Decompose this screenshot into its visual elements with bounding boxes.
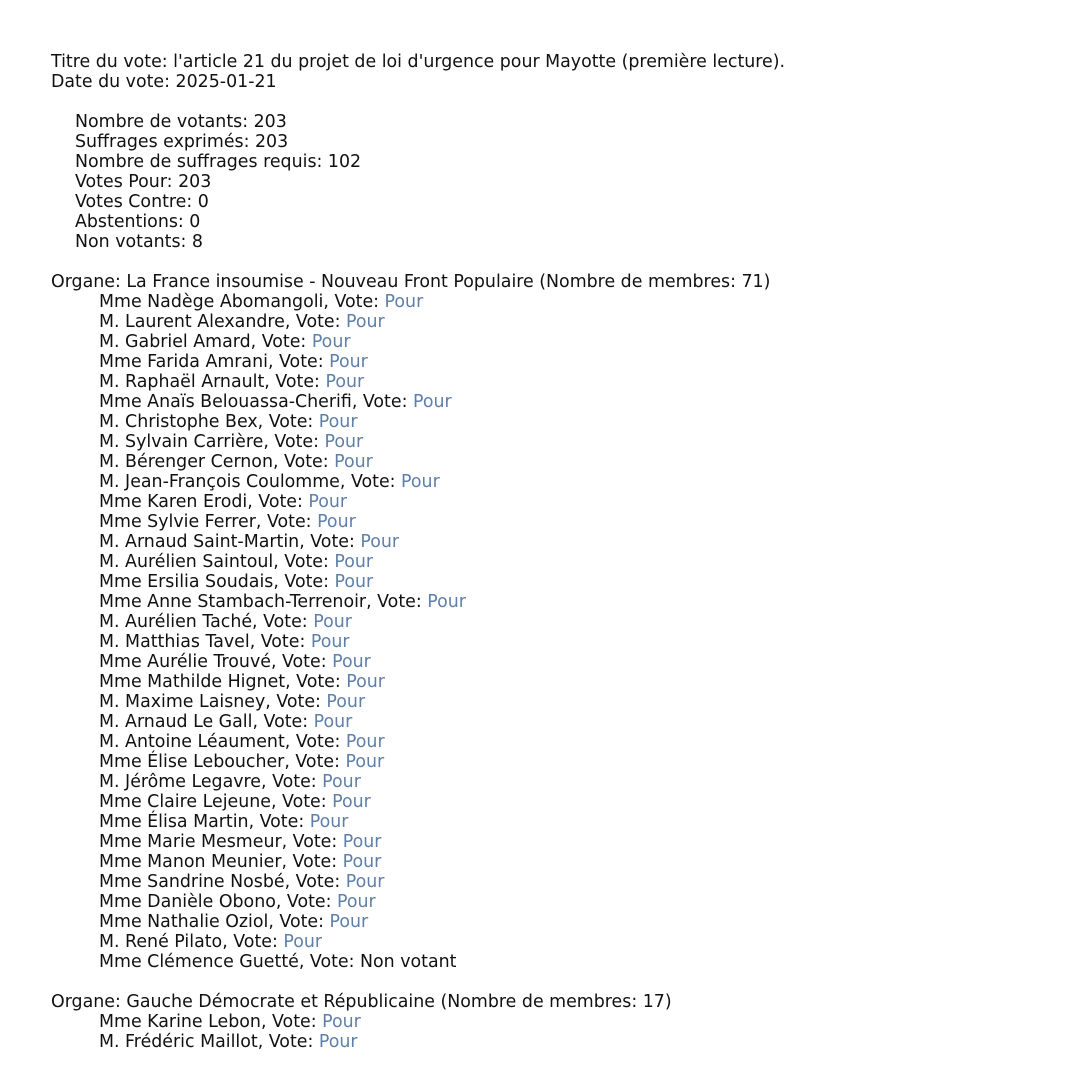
member-row	[51, 632, 1080, 652]
vote-separator: , Vote:	[263, 432, 325, 452]
member-vote: Pour	[311, 332, 351, 352]
vote-separator: , Vote:	[284, 312, 347, 332]
member-name: M. Christophe Bex	[99, 412, 258, 432]
member-vote: Pour	[342, 852, 382, 872]
member-row	[51, 472, 1080, 492]
member-row	[51, 792, 1080, 812]
member-name: M. Arnaud Saint-Martin	[99, 532, 300, 552]
member-row	[51, 552, 1080, 572]
vote-separator: , Vote:	[267, 352, 330, 372]
summary-line	[51, 112, 1080, 132]
member-vote: Non votant	[360, 952, 457, 972]
member-name: Mme Sandrine Nosbé	[99, 872, 285, 892]
member-name: Mme Nadège Abomangoli	[99, 292, 324, 312]
member-name: Mme Claire Lejeune	[99, 792, 271, 812]
summary-label: Votes Contre:	[75, 192, 198, 212]
member-name: Mme Anaïs Belouassa-Cherifi	[99, 392, 352, 412]
member-row	[51, 292, 1080, 312]
member-name: Mme Sylvie Ferrer	[99, 512, 256, 532]
member-row	[51, 812, 1080, 832]
vote-separator: , Vote:	[272, 452, 335, 472]
vote-title-label: Titre du vote:	[51, 52, 174, 72]
vote-separator: , Vote:	[250, 332, 312, 352]
summary-label: Votes Pour:	[75, 172, 179, 192]
summary-label: Non votants:	[75, 232, 192, 252]
member-vote: Pour	[427, 592, 466, 612]
summary-value: 102	[327, 152, 362, 172]
member-vote: Pour	[401, 472, 440, 492]
member-row	[51, 912, 1080, 932]
member-name: Mme Karine Lebon	[99, 1012, 261, 1032]
member-vote: Pour	[334, 572, 374, 592]
member-name: Mme Aurélie Trouvé	[99, 652, 271, 672]
spacer	[51, 972, 1080, 992]
summary-value: 203	[253, 112, 287, 132]
vote-separator: , Vote:	[275, 892, 338, 912]
vote-separator: , Vote:	[247, 492, 309, 512]
vote-separator: , Vote:	[249, 632, 311, 652]
summary-value: 203	[254, 132, 289, 152]
member-name: M. Raphaël Arnault	[99, 372, 265, 392]
member-row	[51, 932, 1080, 952]
vote-separator: , Vote:	[252, 612, 314, 632]
member-row	[51, 672, 1080, 692]
organe-heading: Organe: Gauche Démocrate et Républicaine (Nombre de membres: 17)	[51, 992, 672, 1012]
member-vote: Pour	[334, 452, 373, 472]
summary-value: 203	[178, 172, 212, 192]
vote-separator: , Vote:	[273, 552, 335, 572]
member-vote: Pour	[326, 692, 366, 712]
vote-separator: , Vote:	[260, 1012, 323, 1032]
vote-separator: , Vote:	[255, 512, 318, 532]
member-name: M. Arnaud Le Gall	[99, 712, 253, 732]
member-vote: Pour	[322, 1012, 361, 1032]
vote-separator: , Vote:	[252, 712, 314, 732]
member-name: Mme Anne Stambach-Terrenoir	[99, 592, 367, 612]
vote-separator: , Vote:	[264, 372, 326, 392]
member-row	[51, 532, 1080, 552]
member-name: M. Jérôme Legavre	[99, 772, 262, 792]
vote-separator: , Vote:	[271, 792, 333, 812]
member-vote: Pour	[318, 1032, 358, 1052]
member-name: Mme Élisa Martin	[99, 812, 249, 832]
vote-date-label: Date du vote:	[51, 72, 176, 92]
member-vote: Pour	[329, 352, 368, 372]
vote-title-line	[51, 52, 1080, 72]
member-row	[51, 772, 1080, 792]
member-name: M. Gabriel Amard	[99, 332, 251, 352]
member-row	[51, 732, 1080, 752]
member-row	[51, 892, 1080, 912]
vote-separator: , Vote:	[257, 1032, 319, 1052]
member-vote: Pour	[345, 872, 385, 892]
member-name: M. Jean-François Coulomme	[99, 472, 340, 492]
summary-label: Suffrages exprimés:	[75, 132, 255, 152]
member-name: Mme Élise Leboucher	[99, 752, 285, 772]
vote-separator: , Vote:	[265, 692, 327, 712]
member-row	[51, 692, 1080, 712]
member-row	[51, 512, 1080, 532]
member-vote: Pour	[345, 732, 385, 752]
member-row	[51, 952, 1080, 972]
spacer	[51, 92, 1080, 112]
vote-separator: , Vote:	[299, 532, 361, 552]
member-row	[51, 612, 1080, 632]
member-vote: Pour	[313, 612, 352, 632]
member-row	[51, 352, 1080, 372]
vote-date-line	[51, 72, 1080, 92]
member-row	[51, 1012, 1080, 1032]
vote-separator: , Vote:	[257, 412, 319, 432]
summary-line	[51, 192, 1080, 212]
member-vote: Pour	[360, 532, 400, 552]
member-name: M. Matthias Tavel	[99, 632, 250, 652]
vote-separator: , Vote:	[273, 572, 335, 592]
summary-value: 0	[197, 192, 209, 212]
vote-separator: , Vote:	[339, 472, 402, 492]
member-name: M. Frédéric Maillot	[99, 1032, 258, 1052]
member-row	[51, 332, 1080, 352]
member-name: Mme Clémence Guetté	[99, 952, 299, 972]
summary-label: Nombre de votants:	[75, 112, 254, 132]
member-name: Mme Ersilia Soudais	[99, 572, 274, 592]
member-vote: Pour	[318, 412, 358, 432]
vote-separator: , Vote:	[281, 832, 343, 852]
summary-value: 8	[191, 232, 203, 252]
organe-heading: Organe: La France insoumise - Nouveau Front Populaire (Nombre de membres: 71)	[51, 272, 771, 292]
vote-separator: , Vote:	[281, 852, 343, 872]
member-vote: Pour	[412, 392, 452, 412]
summary-line	[51, 232, 1080, 252]
vote-separator: , Vote:	[270, 652, 333, 672]
member-name: Mme Farida Amrani	[99, 352, 268, 372]
member-name: M. René Pilato	[99, 932, 223, 952]
organe-list	[51, 252, 1080, 1052]
member-name: Mme Mathilde Hignet	[99, 672, 286, 692]
member-vote: Pour	[337, 892, 376, 912]
member-row	[51, 752, 1080, 772]
member-row	[51, 372, 1080, 392]
member-row	[51, 392, 1080, 412]
vote-summary	[51, 112, 1080, 252]
member-vote: Pour	[346, 672, 385, 692]
member-name: M. Sylvain Carrière	[99, 432, 264, 452]
member-vote: Pour	[329, 912, 369, 932]
member-row	[51, 652, 1080, 672]
member-row	[51, 852, 1080, 872]
vote-separator: , Vote:	[284, 872, 346, 892]
vote-document	[51, 52, 1080, 1052]
summary-label: Nombre de suffrages requis:	[75, 152, 328, 172]
member-row	[51, 412, 1080, 432]
member-vote: Pour	[310, 632, 350, 652]
member-row	[51, 1032, 1080, 1052]
vote-separator: , Vote:	[268, 912, 330, 932]
summary-label: Abstentions:	[75, 212, 190, 232]
summary-line	[51, 152, 1080, 172]
summary-value: 0	[189, 212, 201, 232]
member-vote: Pour	[324, 432, 364, 452]
member-name: Mme Danièle Obono	[99, 892, 276, 912]
member-row	[51, 452, 1080, 472]
member-vote: Pour	[332, 652, 371, 672]
member-row	[51, 572, 1080, 592]
member-name: Mme Nathalie Oziol	[99, 912, 269, 932]
member-vote: Pour	[308, 492, 348, 512]
vote-separator: , Vote:	[323, 292, 385, 312]
summary-line	[51, 172, 1080, 192]
member-vote: Pour	[384, 292, 424, 312]
member-row	[51, 592, 1080, 612]
member-name: M. Aurélien Taché	[99, 612, 253, 632]
member-row	[51, 312, 1080, 332]
member-name: M. Laurent Alexandre	[99, 312, 285, 332]
vote-separator: , Vote:	[284, 732, 346, 752]
member-vote: Pour	[345, 752, 385, 772]
member-row	[51, 712, 1080, 732]
member-vote: Pour	[334, 552, 374, 572]
member-name: M. Maxime Laisney	[99, 692, 266, 712]
member-name: M. Antoine Léaument	[99, 732, 285, 752]
vote-separator: , Vote:	[222, 932, 284, 952]
summary-line	[51, 212, 1080, 232]
member-name: M. Aurélien Saintoul	[99, 552, 274, 572]
member-row	[51, 492, 1080, 512]
member-row	[51, 832, 1080, 852]
member-row	[51, 872, 1080, 892]
member-vote: Pour	[346, 312, 385, 332]
vote-separator: , Vote:	[351, 392, 413, 412]
vote-separator: , Vote:	[248, 812, 310, 832]
member-vote: Pour	[325, 372, 365, 392]
vote-separator: , Vote:	[285, 672, 347, 692]
vote-separator: , Vote:	[366, 592, 428, 612]
vote-separator: , Vote:	[284, 752, 346, 772]
member-vote: Pour	[332, 792, 371, 812]
vote-separator: , Vote:	[261, 772, 323, 792]
vote-separator: , Vote:	[298, 952, 360, 972]
member-vote: Pour	[317, 512, 356, 532]
member-vote: Pour	[313, 712, 353, 732]
summary-line	[51, 132, 1080, 152]
spacer	[51, 252, 1080, 272]
member-vote: Pour	[342, 832, 382, 852]
member-name: M. Bérenger Cernon	[99, 452, 273, 472]
member-name: Mme Karen Erodi	[99, 492, 248, 512]
member-vote: Pour	[322, 772, 361, 792]
vote-title: l'article 21 du projet de loi d'urgence pour Mayotte (première lecture).	[173, 52, 786, 72]
member-name: Mme Manon Meunier	[99, 852, 282, 872]
member-name: Mme Marie Mesmeur	[99, 832, 282, 852]
member-row	[51, 432, 1080, 452]
member-vote: Pour	[309, 812, 349, 832]
member-vote: Pour	[283, 932, 323, 952]
vote-date: 2025-01-21	[175, 72, 277, 92]
